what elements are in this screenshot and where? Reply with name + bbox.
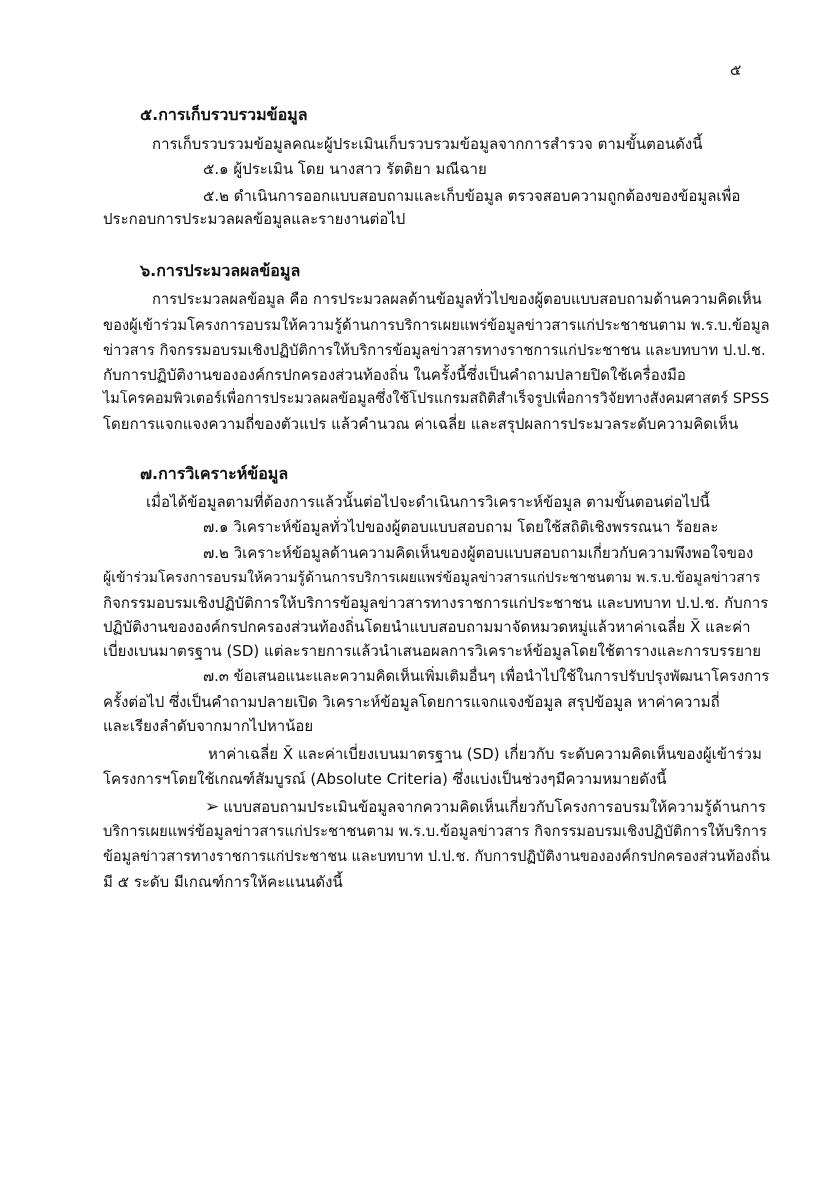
section-7-item-2: ปฏิบัติงานขององค์กรปกครองส่วนท้องถิ่นโดยนำแบบสอบถามมาจัดหมวดหมู่แล้วหาค่าเฉลี่ย X̄ และค่า xyxy=(103,618,751,636)
section-7-heading: ๗.การวิเคราะห์ข้อมูล xyxy=(140,464,289,483)
section-5-heading: ๕.การเก็บรวบรวมข้อมูล xyxy=(140,105,308,124)
arrow-bullet-icon: ➢ xyxy=(205,797,220,817)
section-7-item-1: ๗.๑ วิเคราะห์ข้อมูลทั่วไปของผู้ตอบแบบสอบถาม โดยใช้สถิติเชิงพรรณนา ร้อยละ xyxy=(203,518,719,536)
page-number: ๕ xyxy=(730,61,742,79)
section-7-intro: เมื่อได้ข้อมูลตามที่ต้องการแล้วนั้นต่อไปจะดำเนินการวิเคราะห์ข้อมูล ตามขั้นตอนต่อไปนี้ xyxy=(146,493,710,511)
section-7-item-2: ๗.๒ วิเคราะห์ข้อมูลด้านความคิดเห็นของผู้ตอบแบบสอบถามเกี่ยวกับความพึงพอใจของ xyxy=(203,544,754,562)
section-5-text: ประกอบการประมวลผลข้อมูลและรายงานต่อไป xyxy=(103,210,406,228)
section-7-item-3: ๗.๓ ข้อเสนอแนะและความคิดเห็นเพิ่มเติมอื่นๆ เพื่อนำไปใช้ในการปรับปรุงพัฒนาโครงการ xyxy=(203,668,770,685)
section-5-text: ๕.๒ ดำเนินการออกแบบสอบถามและเก็บข้อมูล ตรวจสอบความถูกต้องของข้อมูลเพื่อ xyxy=(203,187,741,205)
section-6-text: ข่าวสาร กิจกรรมอบรมเชิงปฏิบัติการให้บริการข้อมูลข่าวสารทางราชการแก่ประชาชน และบทบาท ป.ป.ช. xyxy=(103,342,766,359)
bullet-text: แบบสอบถามประเมินข้อมูลจากความคิดเห็นเกี่ยวกับโครงการอบรมให้ความรู้ด้านการ xyxy=(223,798,766,816)
section-6-heading: ๖.การประมวลผลข้อมูล xyxy=(140,261,301,280)
section-6-text: การประมวลผลข้อมูล คือ การประมวลผลด้านข้อมูลทั่วไปของผู้ตอบแบบสอบถามด้านความคิดเห็น xyxy=(152,291,762,308)
bullet-text: ข้อมูลข่าวสารทางราชการแก่ประชาชน และบทบาท ป.ป.ช. กับการปฏิบัติงานขององค์กรปกครองส่วนท้องถิ่น xyxy=(103,849,770,865)
bullet-item xyxy=(205,797,766,817)
mean-criteria-text: หาค่าเฉลี่ย X̄ และค่าเบี่ยงเบนมาตรฐาน (SD) เกี่ยวกับ ระดับความคิดเห็นของผู้เข้าร่วม xyxy=(208,745,762,763)
section-7-item-3: และเรียงลำดับจากมากไปหาน้อย xyxy=(103,717,314,735)
section-6-text: ของผู้เข้าร่วมโครงการอบรมให้ความรู้ด้านการบริการเผยแพร่ข้อมูลข่าวสารแก่ประชาชนตาม พ.ร.บ.ข้อมูล xyxy=(103,317,770,334)
bullet-text: บริการเผยแพร่ข้อมูลข่าวสารแก่ประชาชนตาม พ.ร.บ.ข้อมูลข่าวสาร กิจกรรมอบรมเชิงปฏิบัติการให้บริการ xyxy=(103,823,767,840)
section-7-item-3: ครั้งต่อไป ซึ่งเป็นคำถามปลายเปิด วิเคราะห์ข้อมูลโดยการแจกแจงข้อมูล สรุปข้อมูล หาค่าความถี่ xyxy=(103,693,720,711)
section-5-text: การเก็บรวบรวมข้อมูลคณะผู้ประเมินเก็บรวบรวมข้อมูลจากการสำรวจ ตามขั้นตอนดังนี้ xyxy=(152,135,703,153)
bullet-text: มี ๕ ระดับ มีเกณฑ์การให้คะแนนดังนี้ xyxy=(103,873,343,891)
section-6-text: กับการปฏิบัติงานขององค์กรปกครองส่วนท้องถิ่น ในครั้งนี้ซึ่งเป็นคำถามปลายปิดใช้เครื่องมือ xyxy=(103,366,686,384)
section-7-item-2: กิจกรรมอบรมเชิงปฏิบัติการให้บริการข้อมูลข่าวสารทางราชการแก่ประชาชน และบทบาท ป.ป.ช. กับการ xyxy=(103,594,769,612)
section-7-item-2: เบี่ยงเบนมาตรฐาน (SD) แต่ละรายการแล้วนำเสนอผลการวิเคราะห์ข้อมูลโดยใช้ตารางและการบรรยาย xyxy=(103,642,762,660)
section-5-text: ๕.๑ ผู้ประเมิน โดย นางสาว รัตติยา มณีฉาย xyxy=(203,160,487,178)
section-6-text: ไมโครคอมพิวเตอร์เพื่อการประมวลผลข้อมูลซึ่งใช้โปรแกรมสถิติสำเร็จรูปเพื่อการวิจัยทางสังคมศาสตร์ SPSS xyxy=(103,391,770,407)
section-7-item-2: ผู้เข้าร่วมโครงการอบรมให้ความรู้ด้านการบริการเผยแพร่ข้อมูลข่าวสารแก่ประชาชนตาม พ.ร.บ.ข้อมูลข่าวสาร xyxy=(103,570,761,586)
section-6-text: โดยการแจกแจงความถี่ของตัวแปร แล้วคำนวณ ค่าเฉลี่ย และสรุปผลการประมวลระดับความคิดเห็น xyxy=(103,415,739,433)
mean-criteria-text: โครงการฯโดยใช้เกณฑ์สัมบูรณ์ (Absolute Criteria) ซึ่งแบ่งเป็นช่วงๆมีความหมายดังนี้ xyxy=(103,770,667,788)
